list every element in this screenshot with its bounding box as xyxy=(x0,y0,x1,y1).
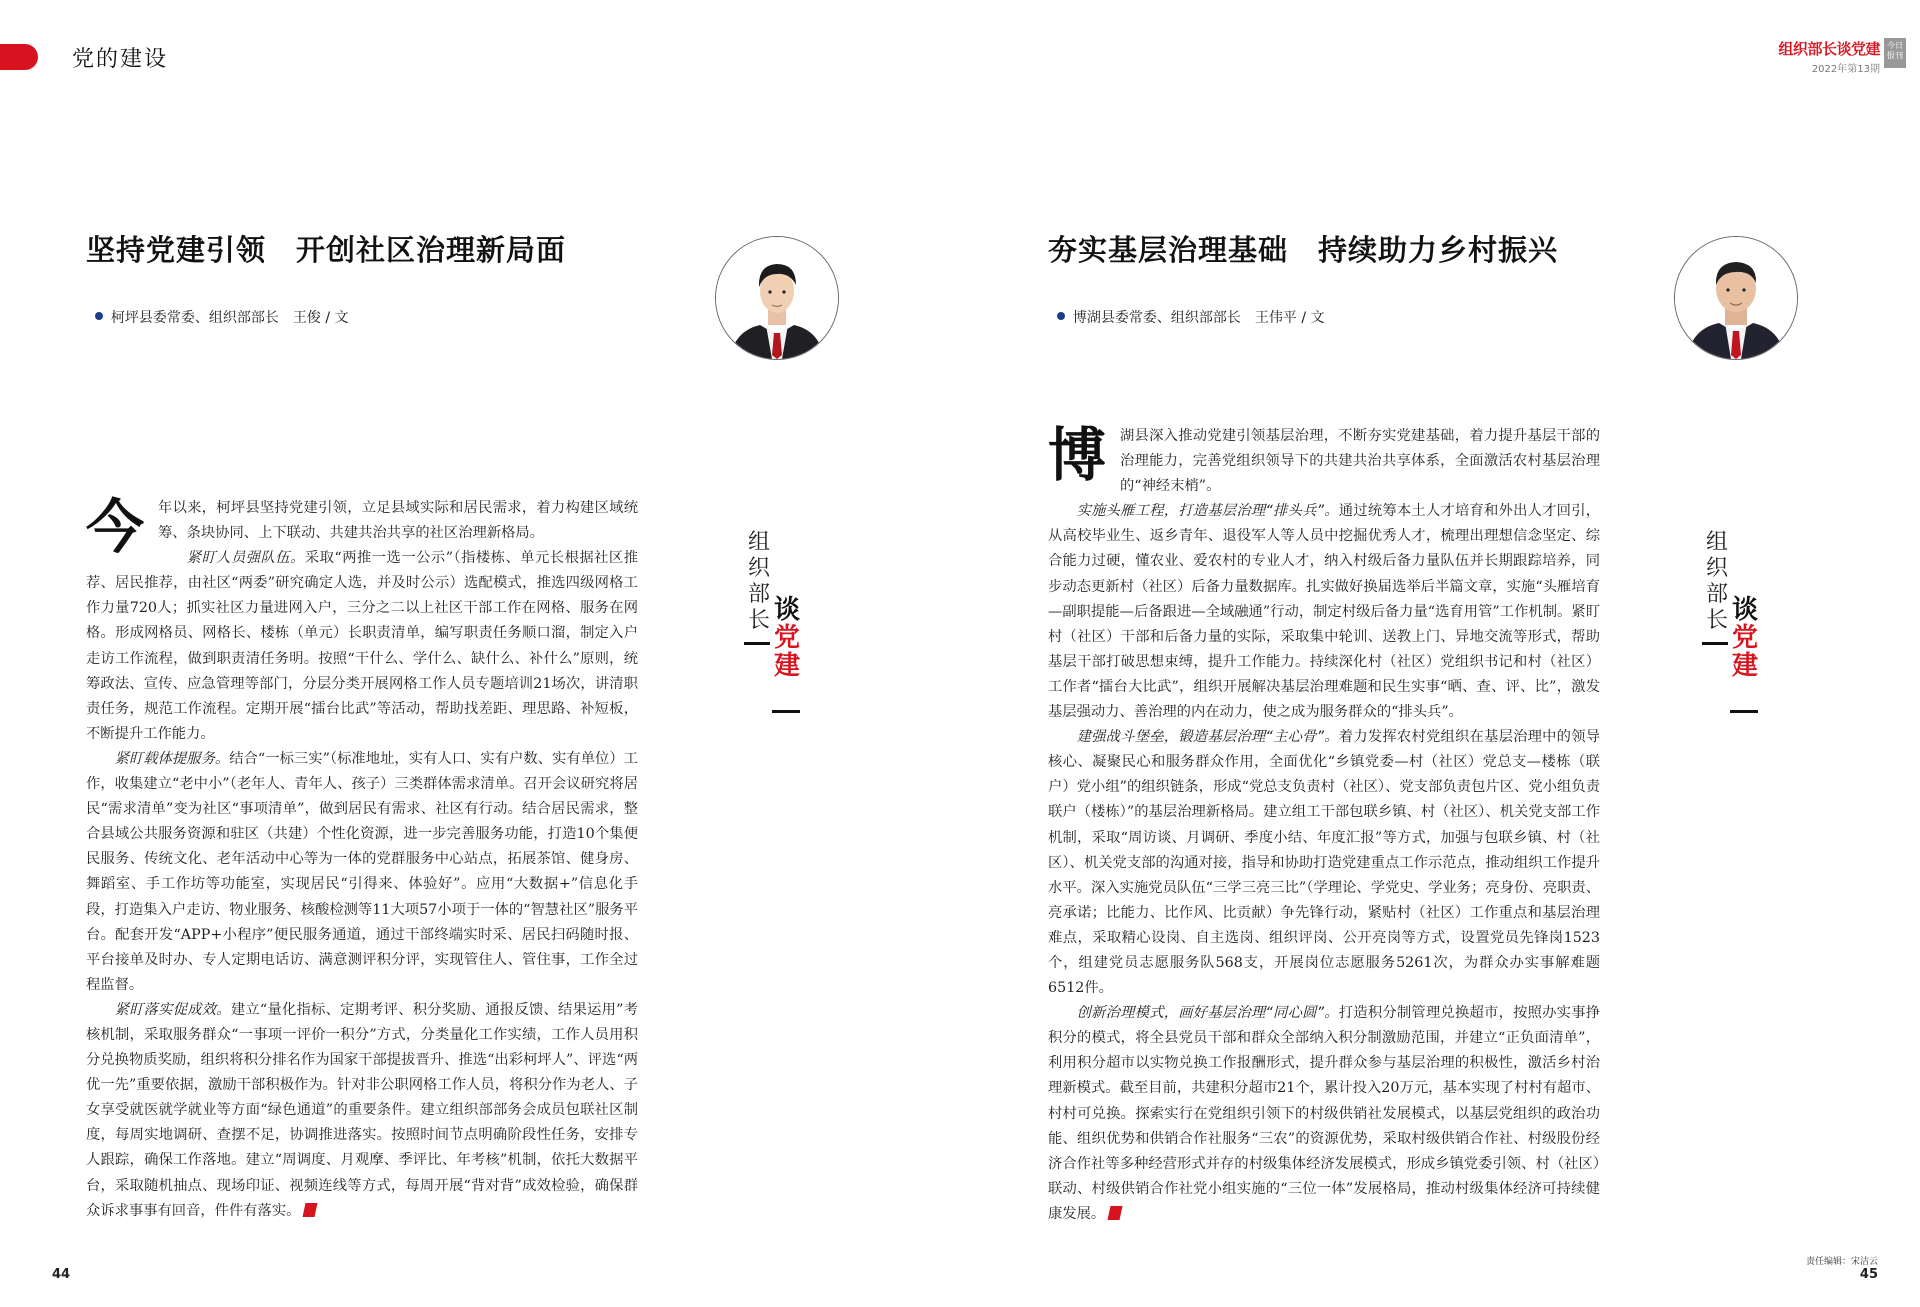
paragraph-text: 建立“量化指标、定期考评、积分奖励、通报反馈、结果运用”考核机制，采取服务群众“一事项一评价一积分”方式，分类量化工作实绩，工作人员用积分兑换物质奖励，组织将积分排名作为国家干部提拔晋升、推选“出彩柯坪人”、评选“两优一先”重要依据，激励干部积极作为。针对非公职网格工作人员，将积分作为老人、子女享受就医就学就业等方面“绿色通道”的重要条件。建立组织部部务会成员包联社区制度，每周实地调研、查摆不足，协调推进落实。按照时间节点明确阶段性任务，安排专人跟踪，确保工作落地。建立“周调度、月观摩、季评比、年考核”机制，依托大数据平台，采取随机抽点、现场印证、视频连线等方式，每周开展“背对背”成效检验，确保群众诉求事事有回音，件件有落实。 xyxy=(86,1001,639,1219)
right-drop-cap: 博 xyxy=(1048,421,1107,489)
right-paragraph xyxy=(1048,725,1600,1001)
logo-char: 建 xyxy=(1732,651,1759,681)
logo-chars-top xyxy=(748,530,771,634)
logo-char: 长 xyxy=(1706,608,1729,633)
logo-char: 部 xyxy=(748,582,771,607)
logo-char: 组 xyxy=(748,530,771,555)
logo-char: 谈 xyxy=(1732,595,1759,625)
end-of-article-mark xyxy=(1108,1206,1123,1220)
logo-char: 党 xyxy=(774,623,801,653)
right-paragraph xyxy=(1048,499,1600,725)
end-of-article-mark xyxy=(303,1203,318,1217)
logo-chars-top xyxy=(1706,530,1729,634)
section-label: 党的建设 xyxy=(72,47,169,72)
left-author-portrait xyxy=(715,236,839,360)
right-author-portrait xyxy=(1674,236,1798,360)
logo-chars-bottom xyxy=(774,595,801,681)
paragraph-text: 着力发挥农村党组织在基层治理中的领导核心、凝聚民心和服务群众作用，全面优化“乡镇党委—村（社区）党总支—楼栋（联户）党小组”的组织链条，形成“党总支负责村（社区）、党支部负责包片区、党小组负责联户（楼栋）”的基层治理新格局。建立组工干部包联乡镇、村（社区）、机关党支部工作机制，采取“周访谈、月调研、季度小结、年度汇报”等方式，加强与包联乡镇、村（社区）、机关党支部的沟通对接，指导和协助打造党建重点工作示范点，推动组织工作提升水平。深入实施党员队伍“三学三亮三比”（学理论、学党史、学业务；亮身份、亮职责、亮承诺；比能力、比作风、比贡献）争先锋行动，紧贴村（社区）工作重点和基层治理难点，采取精心设岗、自主选岗、组织评岗、公开亮岗等方式，设置党员先锋岗1523个，组建党员志愿服务队568支，开展岗位志愿服务5261次，为群众办实事解难题6512件。 xyxy=(1048,729,1601,997)
paragraph-lead: 实施头雁工程，打造基层治理“排头兵”。 xyxy=(1076,503,1339,520)
left-byline-text: 柯坪县委常委、组织部部长 王俊 / 文 xyxy=(110,310,349,326)
logo-char: 谈 xyxy=(774,595,801,625)
paragraph-lead: 紧盯载体提服务。 xyxy=(114,750,230,767)
paragraph-text: 结合“一标三实”（标准地址，实有人口、实有户数、实有单位）工作，收集建立“老中小”（老年人、青年人、孩子）三类群体需求清单。召开会议研究将居民“需求清单”变为社区“事项清单”，做到居民有需求、社区有行动。结合居民需求，整合县域公共服务资源和驻区（共建）个性化资源，进一步完善服务功能，打造10个集便民服务、传统文化、老年活动中心等为一体的党群服务中心站点，拓展茶馆、健身房、舞蹈室、手工作坊等功能室，实现居民“引得来、体验好”。应用“大数据+”信息化手段，打造集入户走访、物业服务、核酸检测等11大项57小项于一体的“智慧社区”服务平台。配套开发“APP+小程序”便民服务通道，通过干部终端实时采、居民扫码随时报、平台接单及时办、专人定期电话访、满意测评积分评，实现管住人、管住事，工作全过程监督。 xyxy=(86,750,639,993)
left-article-byline xyxy=(86,291,349,327)
editor-credit: 责任编辑：宋洁云 xyxy=(1805,1257,1878,1267)
left-article-title: 坚持党建引领 开创社区治理新局面 xyxy=(86,233,567,267)
logo-dash xyxy=(1730,710,1758,713)
left-drop-cap: 今 xyxy=(86,493,145,561)
person-portrait-icon xyxy=(716,237,838,359)
right-column-logo xyxy=(1706,530,1766,770)
paragraph-lead: 创新治理模式，画好基层治理“同心圆”。 xyxy=(1076,1005,1339,1022)
logo-dash xyxy=(1702,642,1728,645)
left-paragraph xyxy=(86,546,638,747)
left-article-body xyxy=(86,493,639,1224)
logo-char: 部 xyxy=(1706,582,1729,607)
left-paragraph xyxy=(86,998,638,1224)
logo-dash xyxy=(772,710,800,713)
magazine-title: 组织部长谈党建 xyxy=(1778,40,1880,58)
paragraph-text: 采取“两推一选一公示”（指楼栋、单元长根据社区推荐、居民推荐，由社区“两委”研究确定人选，并及时公示）选配模式，推选四级网格工作力量720人；抓实社区力量进网入户，三分之二以上社区干部工作在网格、服务在网格。形成网格员、网格长、楼栋（单元）长职责清单，编写职责任务顺口溜，制定入户走访工作流程，做到职责清任务明。按照“干什么、学什么、缺什么、补什么”原则，统筹政法、宣传、应急管理等部门，分层分类开展网格工作人员专题培训21场次，讲清职责任务，规范工作流程。定期开展“擂台比武”等活动，帮助找差距、理思路、补短板，不断提升工作能力。 xyxy=(86,550,639,742)
right-paragraph xyxy=(1048,1001,1600,1227)
paragraph-lead: 紧盯人员强队伍。 xyxy=(186,550,305,567)
magazine-brand xyxy=(1778,38,1880,75)
section-tab-marker xyxy=(0,44,38,70)
logo-char: 组 xyxy=(1706,530,1729,555)
paragraph-lead: 建强战斗堡垒，锻造基层治理“主心骨”。 xyxy=(1076,729,1339,746)
magazine-issue: 2022年第13期 xyxy=(1811,64,1880,75)
logo-char: 织 xyxy=(748,556,771,581)
right-byline-text: 博湖县委常委、组织部部长 王伟平 / 文 xyxy=(1072,310,1325,326)
left-paragraph xyxy=(86,747,638,998)
right-article-body xyxy=(1048,421,1601,1227)
byline-bullet-icon xyxy=(95,312,103,320)
logo-char: 织 xyxy=(1706,556,1729,581)
right-intro-paragraph xyxy=(1048,421,1600,499)
right-article-title: 夯实基层治理基础 持续助力乡村振兴 xyxy=(1048,233,1559,267)
left-page-number: 44 xyxy=(52,1267,71,1282)
byline-bullet-icon xyxy=(1057,312,1065,320)
paragraph-text: 打造积分制管理兑换超市，按照办实事挣积分的模式，将全县党员干部和群众全部纳入积分制激励范围，并建立“正负面清单”，利用积分超市以实物兑换工作报酬形式，提升群众参与基层治理的积极性，激活乡村治理新模式。截至目前，共建积分超市21个，累计投入20万元，基本实现了村村有超市、村村可兑换。探索实行在党组织引领下的村级供销社发展模式，以基层党组织的政治功能、组织优势和供销合作社服务“三农”的资源优势，采取村级供销合作社、村级股份经济合作社等多种经营形式并存的村级集体经济发展模式，形成乡镇党委引领、村（社区）联动、村级供销合作社党小组实施的“三位一体”发展格局，推动村级集体经济可持续健康发展。 xyxy=(1048,1005,1601,1222)
logo-char: 长 xyxy=(748,608,771,633)
publisher-stamp-logo: 今日 报刊 xyxy=(1884,38,1906,68)
logo-char: 建 xyxy=(774,651,801,681)
logo-dash xyxy=(744,642,770,645)
paragraph-lead: 紧盯落实促成效。 xyxy=(114,1001,231,1018)
person-portrait-icon xyxy=(1675,237,1797,359)
logo-char: 党 xyxy=(1732,623,1759,653)
right-intro-text: 湖县深入推动党建引领基层治理，不断夯实党建基础，着力提升基层干部的治理能力，完善党组织领导下的共建共治共享体系，全面激活农村基层治理的“神经末梢”。 xyxy=(1120,428,1600,495)
right-page-number: 45 xyxy=(1859,1267,1878,1282)
left-column-logo xyxy=(748,530,808,770)
right-article-byline xyxy=(1048,291,1325,327)
paragraph-text: 通过统筹本土人才培育和外出人才回引，从高校毕业生、返乡青年、退役军人等人员中挖掘优秀人才，梳理出理想信念坚定、综合能力过硬，懂农业、爱农村的专业人才，纳入村级后备力量队伍并长期跟踪培养，同步动态更新村（社区）后备力量数据库。扎实做好换届选举后半篇文章，实施“头雁培育—副职提能—后备跟进—全域融通”行动，制定村级后备力量“选育用管”工作机制。紧盯村（社区）干部和后备力量的实际，采取集中轮训、送教上门、异地交流等形式，帮助基层干部打破思想束缚，提升工作能力。持续深化村（社区）党组织书记和村（社区）工作者“擂台大比武”，组织开展解决基层治理难题和民生实事“晒、查、评、比”，激发基层强动力、善治理的内在动力，使之成为服务群众的“排头兵”。 xyxy=(1048,503,1601,721)
left-intro-text: 年以来，柯坪县坚持党建引领，立足县域实际和居民需求，着力构建区域统筹、条块协同、上下联动、共建共治共享的社区治理新格局。 xyxy=(158,500,638,542)
logo-chars-bottom xyxy=(1732,595,1759,681)
